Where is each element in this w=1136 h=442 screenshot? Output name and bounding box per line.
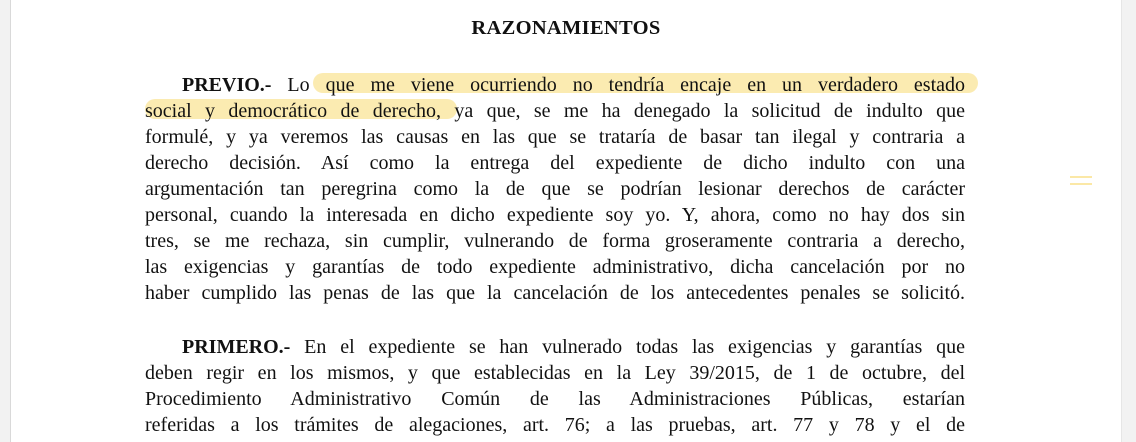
paragraph-line — [182, 334, 965, 360]
paragraph-line: tres, se me rechaza, sin cumplir, vulnerando de forma groseramente contraria a derecho, — [145, 230, 965, 252]
section-heading: PRIMERO.- — [182, 336, 291, 358]
page-title: RAZONAMIENTOS — [471, 17, 661, 39]
paragraph-line: argumentación tan peregrina como la de que se podrían lesionar derechos de carácter — [145, 178, 965, 200]
margin-mark — [1070, 183, 1092, 185]
line-text: Lo que me viene ocurriendo no tendría encaje en un verdadero estado — [287, 74, 966, 96]
section-heading: PREVIO.- — [182, 74, 272, 96]
paragraph-line: Procedimiento Administrativo Común de las Administraciones Públicas, estarían — [145, 388, 965, 410]
paragraph-line: personal, cuando la interesada en dicho expediente soy yo. Y, ahora, como no hay dos sin — [145, 204, 965, 226]
paragraph-line: formulé, y ya veremos las causas en las que se trataría de basar tan ilegal y contraria a — [145, 126, 965, 148]
paragraph-line: deben regir en los mismos, y que establecidas en la Ley 39/2015, de 1 de octubre, del — [145, 362, 965, 384]
paragraph-line: derecho decisión. Así como la entrega del expediente de dicho indulto con una — [145, 152, 965, 174]
line-text: En el expediente se han vulnerado todas las exigencias y garantías que — [304, 336, 966, 358]
paragraph-line: social y democrático de derecho, ya que, se me ha denegado la solicitud de indulto que — [145, 100, 965, 122]
margin-mark — [1070, 176, 1092, 178]
paragraph-line — [182, 72, 965, 98]
paragraph-line: referidas a los trámites de alegaciones, art. 76; a las pruebas, art. 77 y 78 y el de — [145, 414, 965, 436]
paragraph-line: haber cumplido las penas de las que la cancelación de los antecedentes penales se solicitó. — [145, 282, 965, 304]
document-page — [10, 0, 1122, 442]
paragraph-line: las exigencias y garantías de todo expediente administrativo, dicha cancelación por no — [145, 256, 965, 278]
